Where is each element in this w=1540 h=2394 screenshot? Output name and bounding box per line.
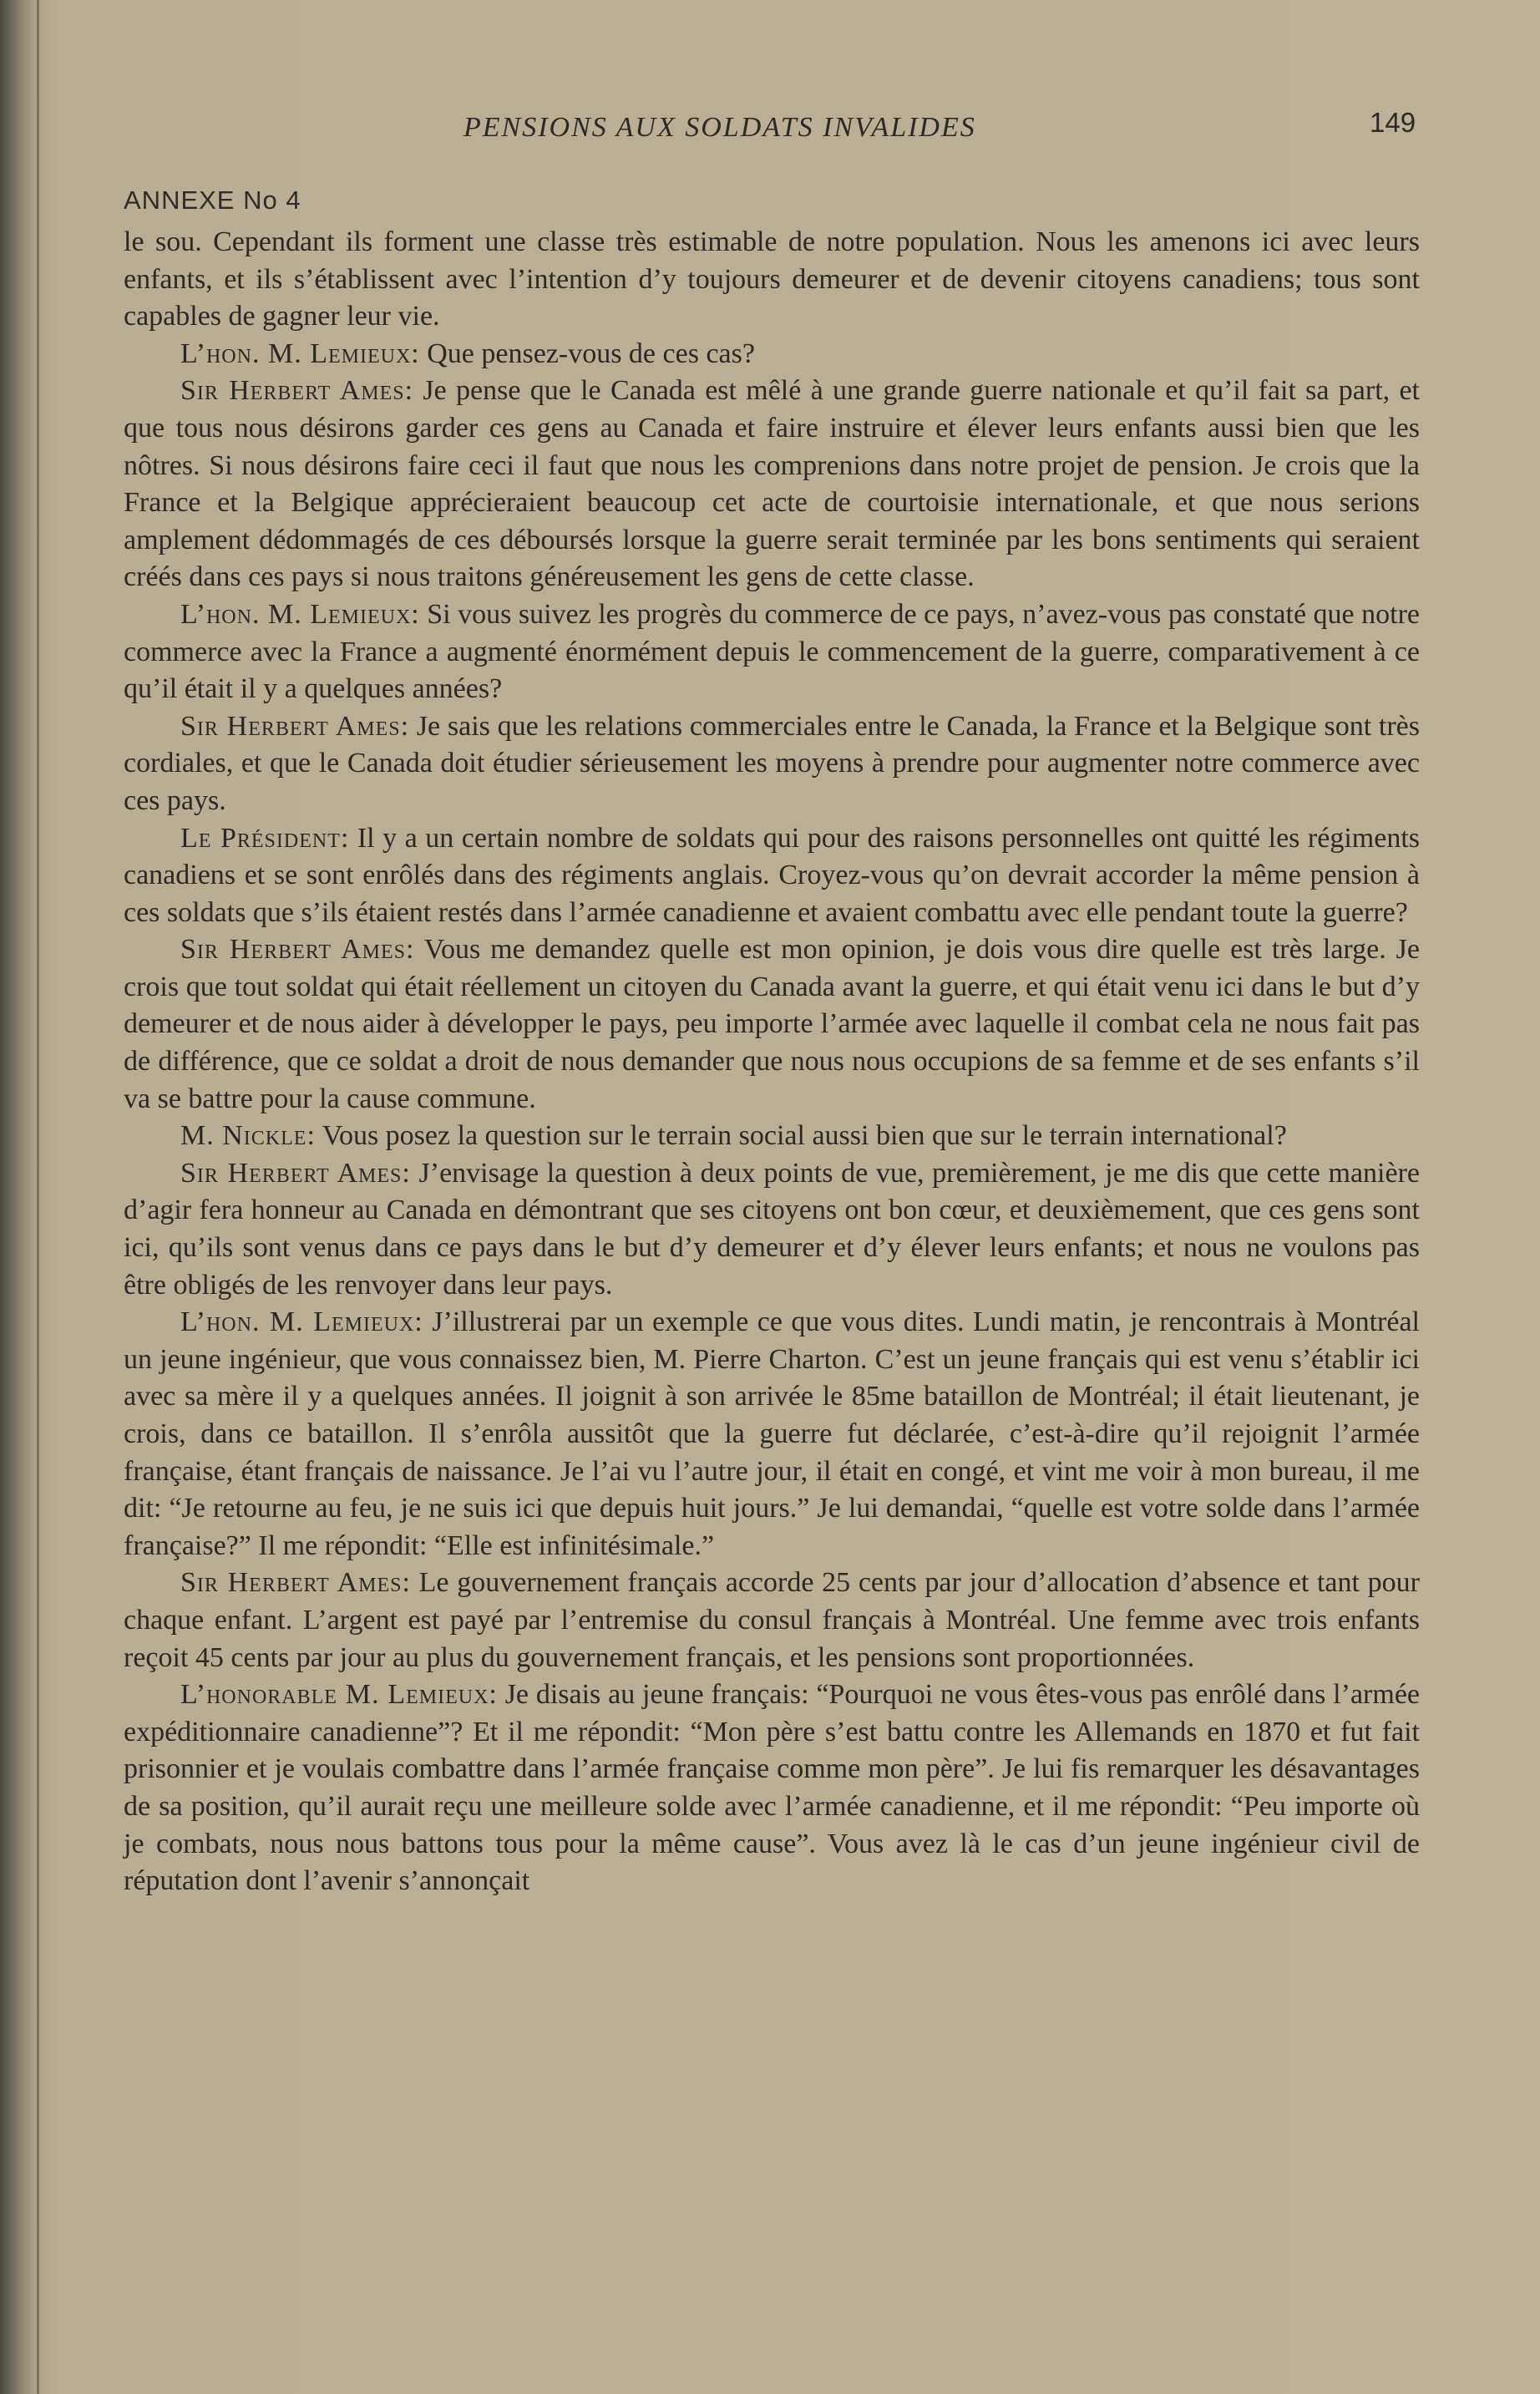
paragraph: [124, 820, 1420, 932]
speaker-name: L’hon. M. Lemieux:: [180, 598, 420, 630]
paragraph: [124, 708, 1420, 820]
speaker-name: L’hon. M. Lemieux:: [180, 337, 420, 369]
speaker-name: L’hon. M. Lemieux:: [180, 1306, 423, 1338]
paragraph-text: Que pensez-vous de ces cas?: [419, 337, 755, 369]
speaker-name: Sir Herbert Ames:: [180, 375, 414, 407]
annexe-label: ANNEXE No 4: [124, 185, 301, 215]
paragraph-text: Vous me demandez quelle est mon opinion, je dois vous dire quelle est très large. Je crois que tout soldat qui était réellement un citoyen du Canada avant la guerre, et qui était venu ici dans le but d’y demeurer et de nous aider à développer le pays, peu importe l’armée avec laquelle il combat cela ne nous fait pas de différence, que ce soldat a droit de nous demander que nous nous occupions de sa femme et de ses enfants s’il va se battre pour la cause commune.: [124, 934, 1420, 1114]
paragraph-text: Vous posez la question sur le terrain social aussi bien que sur le terrain international?: [315, 1120, 1287, 1152]
paragraph-text: Je sais que les relations commerciales entre le Canada, la France et la Belgique sont très cordiales, et que le Canada doit étudier sérieusement les moyens à prendre pour augmenter notre commerce avec ces pays.: [124, 710, 1421, 816]
page-number: 149: [1370, 107, 1416, 138]
paragraph: [124, 373, 1420, 596]
paragraph-text: le sou. Cependant ils forment une classe très estimable de notre population. Nous les amenons ici avec leurs enfants, et ils s’établissent avec l’intention d’y toujours demeurer et de devenir citoyens canadiens; tous sont capables de gagner leur vie.: [124, 226, 1420, 332]
paragraph-text: Le gouvernement français accorde 25 cents par jour d’allocation d’absence et tant pour chaque enfant. L’argent est payé par l’entremise du consul français à Montréal. Une femme avec trois enfants reçoit 45 cents par jour au plus du gouvernement français, et les pensions sont proportionnées.: [124, 1567, 1421, 1673]
paragraph-text: Il y a un certain nombre de soldats qui pour des raisons personnelles ont quitté les régiments canadiens et se sont enrôlés dans des régiments anglais. Croyez-vous qu’on devrait accorder la même pension à ces soldats que s’ils étaient restés dans l’armée canadienne et avaient combattu avec elle pendant toute la guerre?: [124, 822, 1421, 928]
paragraph-text: Je pense que le Canada est mêlé à une grande guerre nationale et qu’il fait sa part, et que tous nous désirons garder ces gens au Canada et faire instruire et élever leurs enfants aussi bien que les nôtres. Si nous désirons faire ceci il faut que nous les comprenions dans notre projet de pension. Je crois que la France et la Belgique apprécieraient beaucoup cet acte de courtoisie internationale, et que nous serions amplement dédommagés de ces déboursés lorsque la guerre serait terminée par les bons sentiments qui seraient créés dans ces pays si nous traitons généreusement les gens de cette classe.: [124, 375, 1420, 593]
speaker-name: Sir Herbert Ames:: [180, 1157, 411, 1189]
running-header: [0, 107, 1540, 157]
binding-gutter: [37, 0, 39, 2394]
paragraph: [124, 336, 1420, 373]
running-title: PENSIONS AUX SOLDATS INVALIDES: [464, 112, 976, 143]
speaker-name: Sir Herbert Ames:: [180, 710, 410, 742]
paragraph: [124, 1676, 1420, 1900]
paragraph-text: J’illustrerai par un exemple ce que vous dites. Lundi matin, je rencontrais à Montréal un jeune ingénieur, que vous connaissez bien, M. Pierre Charton. C’est un jeune français qui est venu s’établir ici avec sa mère il y a quelques années. Il joignit à son arrivée le 85me bataillon de Montréal; il était lieutenant, je crois, dans ce bataillon. Il s’enrôla aussitôt que la guerre fut déclarée, c’est-à-dire qu’il rejoignit l’armée française, étant français de naissance. Je l’ai vu l’autre jour, il était en congé, et vint me voir à mon bureau, il me dit: “Je retourne au feu, je ne suis ici que depuis huit jours.” Je lui demandai, “quelle est votre solde dans l’armée française?” Il me répondit: “Elle est infinitésimale.”: [124, 1306, 1420, 1561]
paragraph: [124, 931, 1420, 1118]
speaker-name: M. Nickle:: [180, 1120, 316, 1152]
paragraph: [124, 224, 1420, 336]
paragraph: [124, 1118, 1420, 1155]
paragraph-text: Je disais au jeune français: “Pourquoi ne vous êtes-vous pas enrôlé dans l’armée expéditionnaire canadienne”? Et il me répondit: “Mon père s’est battu contre les Allemands en 1870 et fut fait prisonnier et je voulais combattre dans l’armée française comme mon père”. Je lui fis remarquer les désavantages de sa position, qu’il aurait reçu une meilleure solde avec l’armée canadienne, et il me répondit: “Peu importe où je combats, nous nous battons tous pour la même cause”. Vous avez là le cas d’un jeune ingénieur civil de réputation dont l’avenir s’annonçait: [124, 1679, 1420, 1897]
speaker-name: Le Président:: [180, 822, 350, 854]
paragraph: [124, 1304, 1420, 1565]
paragraph: [124, 1155, 1420, 1304]
speaker-name: Sir Herbert Ames:: [180, 934, 415, 966]
body-text: [124, 224, 1420, 1900]
speaker-name: Sir Herbert Ames:: [180, 1567, 411, 1599]
paragraph: [124, 1565, 1420, 1676]
paragraph: [124, 596, 1420, 708]
paragraph-text: Si vous suivez les progrès du commerce de ce pays, n’avez-vous pas constaté que notre commerce avec la France a augmenté énormément depuis le commencement de la guerre, comparativement à ce qu’il était il y a quelques années?: [124, 598, 1421, 705]
speaker-name: L’honorable M. Lemieux:: [180, 1679, 498, 1711]
paragraph-text: J’envisage la question à deux points de vue, premièrement, je me dis que cette manière d’agir fera honneur au Canada en démontrant que ses citoyens ont bon cœur, et deuxièmement, que ces gens sont ici, qu’ils sont venus dans ce pays dans le but d’y demeurer et d’y élever leurs enfants; et nous ne voulons pas être obligés de les renvoyer dans leur pays.: [124, 1157, 1421, 1301]
